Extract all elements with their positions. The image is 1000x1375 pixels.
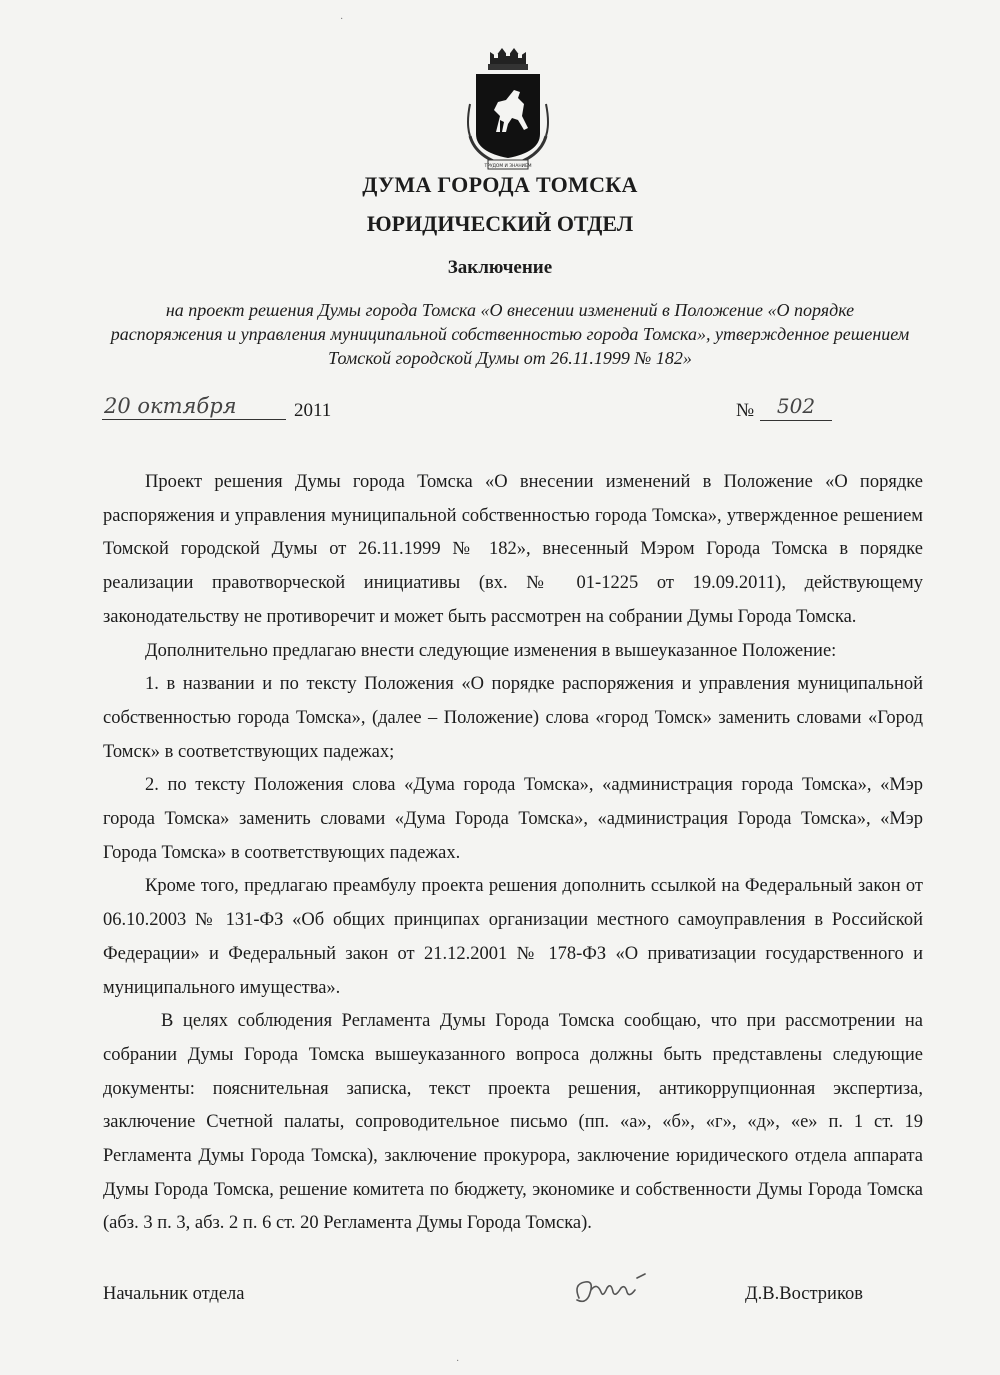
number-sign: № <box>736 400 755 421</box>
department-title: ЮРИДИЧЕСКИЙ ОТДЕЛ <box>366 211 634 236</box>
handwritten-date: 20 октября <box>102 394 286 420</box>
document-body <box>103 466 923 1241</box>
paragraph: В целях соблюдения Регламента Думы Города Томска сообщаю, что при рассмотрении на собрании Думы Города Томска вышеуказанного вопроса должны быть представлены следующие документы: пояснительная записка, текст проекта решения, антикоррупционная экспертиза, заключение Счетной палаты, сопроводительное письмо (пп. «а», «б», «г», «д», «е» п. 1 ст. 19 Регламента Думы Города Томска), заключение прокурора, заключение юридического отдела аппарата Думы Города Томска, решение комитета по бюджету, экономике и собственности Думы Города Томска (абз. 3 п. 3, абз. 2 п. 6 ст. 20 Регламента Думы Города Томска). <box>103 1011 923 1234</box>
scan-speck: · <box>340 14 344 25</box>
handwritten-number: 502 <box>760 394 832 421</box>
handwritten-signature-icon <box>565 1268 665 1312</box>
signer-name: Д.В.Востриков <box>745 1284 863 1304</box>
date-and-number-line <box>100 394 900 432</box>
city-coat-of-arms-icon <box>462 44 554 172</box>
crest-motto: ТРУДОМ И ЗНАНИЕМ <box>484 164 532 169</box>
paragraph: Кроме того, предлагаю преамбулу проекта решения дополнить ссылкой на Федеральный закон от 06.10.2003 № 131-ФЗ «Об общих принципах организации местного самоуправления в Российской Федерации» и Федеральный закон от 21.12.2001 № 178-ФЗ «О приватизации государственного и муниципального имущества». <box>103 876 923 998</box>
scan-speck: · <box>456 1356 460 1367</box>
organization-title: ДУМА ГОРОДА ТОМСКА <box>362 172 638 197</box>
signature-block <box>103 1284 863 1314</box>
signer-position: Начальник отдела <box>103 1284 245 1304</box>
list-item: 1. в названии и по тексту Положения «О порядке распоряжения и управления муниципальной собственностью города Томска», (далее – Положение) слова «город Томск» заменить словами «Город Томск» в соответствующих падежах; <box>103 674 923 762</box>
paragraph: Проект решения Думы города Томска «О внесении изменений в Положение «О порядке распоряжения и управления муниципальной собственностью города Томска», утвержденное решением Томской городской Думы от 26.11.1999 № 182», внесенный Мэром Города Томска в порядке реализации правотворческой инициативы (вх. № 01-1225 от 19.09.2011), действующему законодательству не противоречит и может быть рассмотрен на собрании Думы Города Томска. <box>103 472 923 627</box>
document-subject: на проект решения Думы города Томска «О внесении изменений в Положение «О порядке распоряжения и управления муниципальной собственностью города Томска», утвержденное решением Томской городской Думы от 26.11.1999 № 182» <box>110 300 910 368</box>
paragraph: Дополнительно предлагаю внести следующие изменения в вышеуказанное Положение: <box>145 640 837 661</box>
list-item: 2. по тексту Положения слова «Дума города Томска», «администрация города Томска», «Мэр города Томска» заменить словами «Дума Города Томска», «администрация Города Томска», «Мэр Города Томска» в соответствующих падежах. <box>103 775 923 863</box>
document-type-title: Заключение <box>447 257 553 278</box>
year-label: 2011 <box>294 400 332 421</box>
